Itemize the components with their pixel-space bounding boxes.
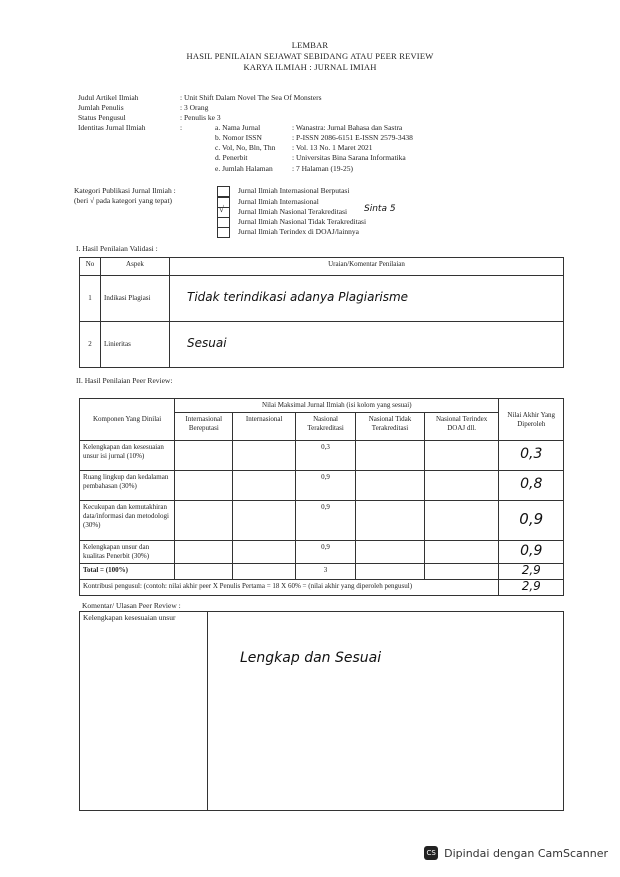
penerbit-label: d. Penerbit	[215, 153, 248, 162]
kontribusi-label: Kontribusi pengusul: (contoh: nilai akhir peer X Penulis Pertama = 18 X 60% = (nilai akhir yang diperoleh pengusul)	[80, 580, 499, 596]
col-aspek: Aspek	[101, 258, 170, 276]
sub-col-doaj: Nasional Terindex DOAJ dll.	[424, 413, 499, 441]
total-value: 3	[295, 564, 355, 580]
nama-jurnal-value: : Wanastra: Jurnal Bahasa dan Sastra	[292, 123, 403, 132]
plagiasi-comment: Tidak terindikasi adanya Plagiarisme	[187, 290, 409, 304]
sub-col-intl-bereputasi: Internasional Bereputasi	[175, 413, 233, 441]
linieritas-comment: Sesuai	[187, 336, 227, 350]
jumlah-value: : 3 Orang	[180, 103, 209, 112]
halaman-value: : 7 Halaman (19-25)	[292, 164, 354, 173]
table-row	[80, 322, 564, 368]
penerbit-value: : Universitas Bina Sarana Informatika	[292, 153, 406, 162]
identitas-label: Identitas Jurnal Ilmiah	[78, 123, 146, 132]
option-nasional-tidak: Jurnal Ilmiah Nasional Tidak Terakreditasi	[238, 217, 367, 226]
akhir-cell: 0,9	[519, 509, 544, 528]
nasional-cell: 0,9	[295, 471, 355, 501]
kategori-hint: (beri √ pada kategori yang tepat)	[74, 196, 173, 205]
sub-col-nasional-tidak: Nasional Tidak Terakreditasi	[356, 413, 425, 441]
peer-review-table	[79, 398, 564, 596]
nasional-cell: 0,3	[295, 441, 355, 471]
sub-col-nasional: Nasional Terakreditasi	[295, 413, 355, 441]
checkmark-icon: √	[219, 204, 224, 214]
jumlah-label: Jumlah Penulis	[78, 103, 124, 112]
col-uraian: Uraian/Komentar Penilaian	[170, 258, 564, 276]
col-no: No	[80, 258, 101, 276]
komponen-cell: Kecukupan dan kemutakhiran data/informasi dan metodologi (30%)	[80, 501, 175, 541]
komponen-cell: Ruang lingkup dan kedalaman pembahasan (30%)	[80, 471, 175, 501]
col-nilai-akhir: Nilai Akhir Yang Diperoleh	[499, 399, 564, 441]
option-nasional-terakreditasi: Jurnal Ilmiah Nasional Terakreditasi	[238, 207, 348, 216]
kontribusi-row	[80, 580, 564, 596]
total-akhir: 2,9	[521, 563, 541, 577]
col-komponen: Komponen Yang Dinilai	[80, 399, 175, 441]
total-label: Total = (100%)	[80, 564, 175, 580]
kategori-label: Kategori Publikasi Jurnal Ilmiah :	[74, 186, 176, 195]
table-row	[80, 471, 564, 501]
sinta-handnote: Sinta 5	[364, 204, 396, 214]
kelengkapan-comment: Lengkap dan Sesuai	[240, 650, 382, 666]
doc-title-line3: KARYA ILMIAH : JURNAL IMIAH	[243, 62, 377, 72]
status-label: Status Pengusul	[78, 113, 126, 122]
komponen-cell: Kelengkapan unsur dan kualitas Penerbit (30%)	[80, 541, 175, 564]
status-value: : Penulis ke 3	[180, 113, 221, 122]
checkbox-intl-bereputasi[interactable]	[217, 186, 230, 197]
vol-label: c. Vol, No, Bln, Thn	[215, 143, 276, 152]
table-row	[80, 541, 564, 564]
camscanner-watermark	[424, 846, 608, 860]
issn-label: b. Nomor ISSN	[215, 133, 262, 142]
option-intl-bereputasi: Jurnal Ilmiah Internasional Berputasi	[238, 186, 350, 195]
doc-title-line1: LEMBAR	[291, 40, 329, 50]
row-aspek: Linieritas	[101, 322, 170, 368]
komentar-box	[79, 611, 564, 811]
issn-value: : P-ISSN 2086-6151 E-ISSN 2579-3438	[292, 133, 413, 142]
judul-label: Judul Artikel Ilmiah	[78, 93, 139, 102]
section2-heading: II. Hasil Penilaian Peer Review:	[76, 376, 173, 385]
total-row	[80, 564, 564, 580]
kontribusi-value: 2,9	[521, 579, 541, 593]
vol-value: : Vol. 13 No. 1 Maret 2021	[292, 143, 373, 152]
halaman-label: e. Jumlah Halaman	[215, 164, 273, 173]
kelengkapan-label: Kelengkapan kesesuaian unsur	[83, 613, 176, 622]
akhir-cell: 0,3	[520, 446, 543, 462]
table-row	[80, 276, 564, 322]
camscanner-icon: CS	[424, 846, 438, 860]
komentar-label: Komentar/ Ulasan Peer Review :	[82, 601, 181, 610]
section1-heading: I. Hasil Penilaian Validasi :	[76, 244, 158, 253]
row-aspek: Indikasi Plagiasi	[101, 276, 170, 322]
komponen-cell: Kelengkapan dan kesesuaian unsur isi jurnal (10%)	[80, 441, 175, 471]
judul-value: : Unit Shift Dalam Novel The Sea Of Monsters	[180, 93, 322, 102]
checkbox-doaj[interactable]	[217, 227, 230, 238]
camscanner-text: Dipindai dengan CamScanner	[444, 846, 608, 860]
option-intl: Jurnal Ilmiah Internasional	[238, 197, 319, 206]
doc-title-line2: HASIL PENILAIAN SEJAWAT SEBIDANG ATAU PEER REVIEW	[186, 51, 434, 61]
table-row	[80, 441, 564, 471]
akhir-cell: 0,8	[520, 476, 543, 492]
table-row	[80, 501, 564, 541]
nasional-cell: 0,9	[295, 541, 355, 564]
option-doaj: Jurnal Ilmiah Terindex di DOAJ/lainnya	[238, 227, 359, 236]
nasional-cell: 0,9	[295, 501, 355, 541]
sub-col-intl: Internasional	[233, 413, 295, 441]
identitas-colon: :	[180, 123, 183, 132]
col-nilai-max: Nilai Maksimal Jurnal Ilmiah (isi kolom yang sesuai)	[175, 399, 499, 413]
row-no: 2	[80, 322, 101, 368]
komentar-divider	[207, 612, 208, 810]
nama-jurnal-label: a. Nama Jurnal	[215, 123, 261, 132]
akhir-cell: 0,9	[520, 542, 543, 559]
validasi-table	[79, 257, 564, 368]
row-no: 1	[80, 276, 101, 322]
